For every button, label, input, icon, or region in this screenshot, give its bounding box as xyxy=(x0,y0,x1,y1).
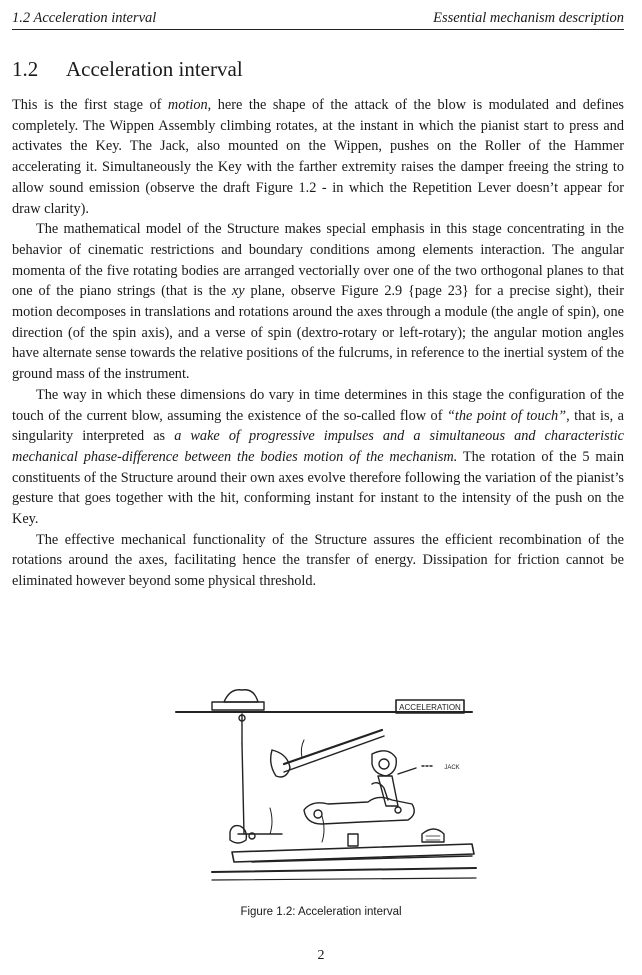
section-title-text: Acceleration interval xyxy=(66,57,243,81)
running-head-left: 1.2 Acceleration interval xyxy=(12,10,157,26)
emphasis: “the point of touch” xyxy=(446,407,567,424)
emphasis: motion xyxy=(167,97,208,113)
figure-caption: Figure 1.2: Acceleration interval xyxy=(240,906,402,918)
running-head-right: Essential mechanism description xyxy=(433,10,624,26)
emphasis: a wake of progressive impulses and a simultaneous and characteristic mechanical phase-difference between the bodies motion of the mechanism. xyxy=(12,428,624,465)
acceleration-label: ACCELERATION xyxy=(399,703,461,712)
paragraph-4: The effective mechanical functionality of the Structure assures the efficient recombination of the rotations around the axes, facilitating hence the transfer of energy. Dissipation for friction cannot be eliminated however beyond some physical threshold. xyxy=(12,531,624,590)
running-head xyxy=(12,9,624,30)
paragraph-2: The mathematical model of the Structure makes special emphasis in this stage concentrating in the behavior of cinematic restrictions and boundary conditions among elements interaction. The angular momenta of the five rotating bodies are arranged vectorially over one of the two orthogonal planes to that one of the piano strings (that is the xy plane, observe Figure 2.9 {page 23} for a precise sight), their motion decomposes in translations and rotations around the axes through a module (the angle of spin), one direction (of the spin axis), and a verse of spin (dextro-rotary or left-rotary); the angular motion angles have alternate sense towards the relative positions of the fulcrums, in reference to the inertial system of the ground mass of the instrument. xyxy=(12,221,624,383)
section-title xyxy=(12,56,243,82)
emphasis: xy xyxy=(231,283,245,300)
section-number: 1.2 xyxy=(12,57,39,81)
body-text xyxy=(12,95,624,592)
figure-acceleration-drawing xyxy=(172,684,480,886)
piano-action-sketch xyxy=(172,684,480,886)
paragraph-1: This is the first stage of motion, here the shape of the attack of the blow is modulated and defines completely. The Wippen Assembly climbing rotates, at the instant in which the pianist start to press and activates the Key. The Jack, also mounted on the Wippen, pushes on the Roller of the Hammer accelerating it. Simultaneously the Key with the farther extremity raises the damper freeing the string to allow sound emission (observe the draft Figure 1.2 - in which the Repetition Lever doesn’t appear for draw clarity). xyxy=(12,97,624,217)
jack-label: JACK xyxy=(444,765,460,771)
paragraph-3: The way in which these dimensions do vary in time determines in this stage the configuration of the touch of the current blow, assuming the existence of the so-called flow of “the point of touch”, that is, a singularity interpreted as a wake of progressive impulses and a simultaneous and characteristic mechanical phase-difference between the bodies motion of the mechanism. The rotation of the 5 main constituents of the Structure around their own axes evolve therefore following the variation of the pianist’s gesture that goes together with the hit, conforming instant for instant to the intensity of the push on the Key. xyxy=(12,386,624,528)
page-number: 2 xyxy=(317,948,325,963)
